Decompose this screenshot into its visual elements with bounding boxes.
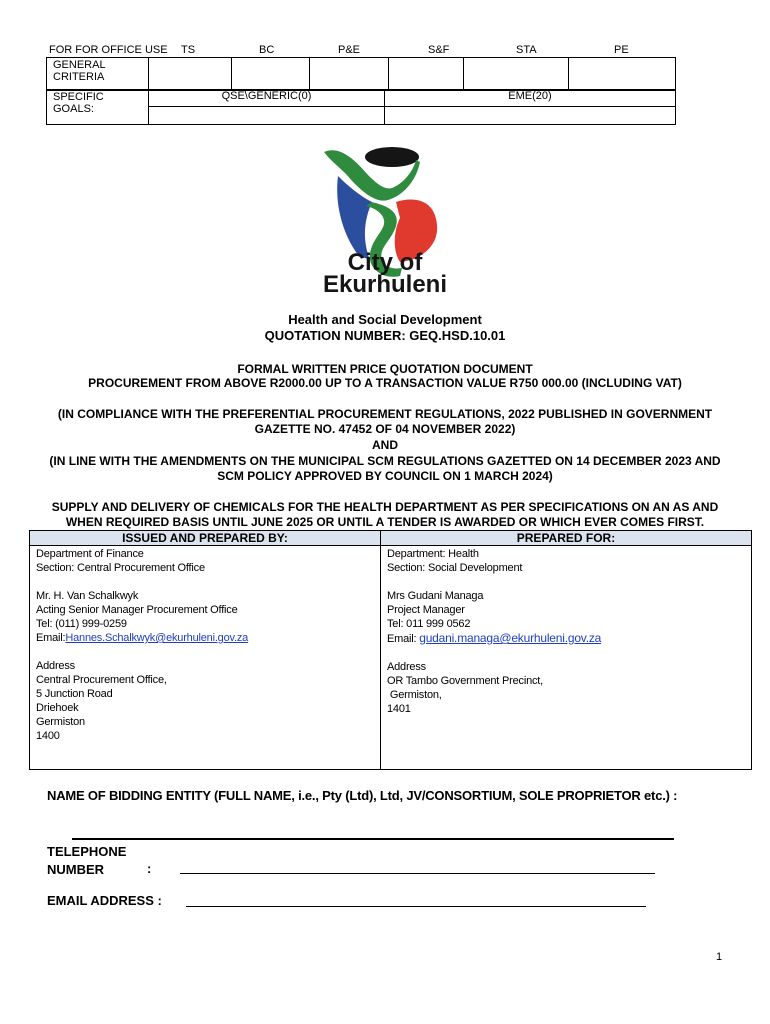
doc-type: FORMAL WRITTEN PRICE QUOTATION DOCUMENT <box>237 362 533 376</box>
issued-addr2: 5 Junction Road <box>36 688 113 700</box>
issued-name: Mr. H. Van Schalkwyk <box>36 590 139 602</box>
cell-pe2[interactable] <box>310 58 389 91</box>
issued-addr5: 1400 <box>36 730 60 742</box>
issued-by-header: ISSUED AND PREPARED BY: <box>30 531 380 546</box>
for-addr2: Germiston, <box>389 689 442 701</box>
cell-pe[interactable] <box>569 58 676 91</box>
col-sf: S&F <box>428 44 450 56</box>
bidding-entity-input[interactable] <box>72 838 674 840</box>
office-use-table <box>46 57 676 91</box>
quotation-number: QUOTATION NUMBER: GEQ.HSD.10.01 <box>264 328 506 343</box>
office-use-label: FOR FOR OFFICE USE <box>49 44 168 56</box>
issued-dept: Department of Finance <box>36 548 144 560</box>
qse-label: QSE\GENERIC(0) <box>149 90 384 107</box>
contacts-table <box>29 530 752 770</box>
for-email-label: Email: <box>387 633 420 645</box>
issued-addr-label: Address <box>36 660 75 672</box>
col-sta: STA <box>516 44 537 56</box>
logo-line1: City of <box>347 249 423 276</box>
for-addr1: OR Tambo Government Precinct, <box>387 675 544 687</box>
supply-line-2: WHEN REQUIRED BASIS UNTIL JUNE 2025 OR UNTIL A TENDER IS AWARDED OR WHICH EVER COMES FIRST. <box>65 515 705 529</box>
issued-title: Acting Senior Manager Procurement Office <box>36 604 238 616</box>
issued-addr1: Central Procurement Office, <box>36 674 167 686</box>
amend-line-2: SCM POLICY APPROVED BY COUNCIL ON 1 MARCH 2024) <box>217 469 553 483</box>
logo-line2: Ekurhuleni <box>322 271 448 298</box>
telephone-label-2: NUMBER <box>47 862 105 877</box>
col-pe-2: P&E <box>338 44 361 56</box>
for-name: Mrs Gudani Managa <box>387 590 484 602</box>
cell-sta[interactable] <box>464 58 569 91</box>
specific-goals-table <box>46 89 676 125</box>
general-criteria-label: GENERAL CRITERIA <box>47 58 149 91</box>
for-title: Project Manager <box>387 604 465 616</box>
email-label: EMAIL ADDRESS : <box>47 893 162 908</box>
issued-section: Section: Central Procurement Office <box>36 562 205 574</box>
issued-tel: Tel: (011) 999-0259 <box>36 618 127 630</box>
telephone-label <box>47 843 126 879</box>
telephone-input[interactable] <box>180 873 655 874</box>
compliance-line-1: (IN COMPLIANCE WITH THE PREFERENTIAL PROCUREMENT REGULATIONS, 2022 PUBLISHED IN GOVERNMENT <box>57 407 713 421</box>
cell-bc[interactable] <box>232 58 310 91</box>
eme-cell[interactable] <box>385 90 676 125</box>
prepared-for-details <box>387 547 747 730</box>
for-addr3: 1401 <box>387 703 411 715</box>
telephone-colon: : <box>147 861 152 876</box>
for-section: Section: Social Development <box>387 562 523 574</box>
specific-goals-label: SPECIFIC GOALS: <box>47 90 149 125</box>
and-line: AND <box>372 438 398 452</box>
issued-by-details <box>36 547 376 757</box>
prepared-for-header: PREPARED FOR: <box>381 531 751 546</box>
procurement-line: PROCUREMENT FROM ABOVE R2000.00 UP TO A TRANSACTION VALUE R750 000.00 (INCLUDING VAT) <box>88 376 682 390</box>
department-heading: Health and Social Development <box>288 312 482 327</box>
col-pe: PE <box>614 44 629 56</box>
telephone-label-1: TELEPHONE <box>47 844 127 859</box>
cell-sf[interactable] <box>389 58 464 91</box>
column-divider <box>380 531 381 769</box>
bidding-entity-label: NAME OF BIDDING ENTITY (FULL NAME, i.e., Pty (Ltd), Ltd, JV/CONSORTIUM, SOLE PROPRIETOR etc.) : <box>47 788 678 803</box>
amend-line-1: (IN LINE WITH THE AMENDMENTS ON THE MUNICIPAL SCM REGULATIONS GAZETTED ON 14 DECEMBER 2023 AND <box>49 454 721 468</box>
for-addr-label: Address <box>387 661 426 673</box>
issued-email-link[interactable]: Hannes.Schalkwyk@ekurhuleni.gov.za <box>65 632 249 644</box>
page-number: 1 <box>716 951 723 963</box>
for-email-link[interactable]: gudani.managa@ekurhuleni.gov.za <box>419 631 602 645</box>
issued-addr4: Germiston <box>36 716 85 728</box>
email-input[interactable] <box>186 906 646 907</box>
logo-text <box>300 249 470 298</box>
cell-ts[interactable] <box>149 58 232 91</box>
col-bc: BC <box>259 44 275 56</box>
issued-addr3: Driehoek <box>36 702 79 714</box>
col-ts: TS <box>181 44 196 56</box>
issued-email-label: Email: <box>36 632 66 644</box>
eme-label: EME(20) <box>385 90 675 107</box>
supply-line-1: SUPPLY AND DELIVERY OF CHEMICALS FOR THE HEALTH DEPARTMENT AS PER SPECIFICATIONS ON AN AS AND <box>51 500 719 514</box>
for-dept: Department: Health <box>387 548 479 560</box>
for-tel: Tel: 011 999 0562 <box>387 618 471 630</box>
qse-cell[interactable] <box>149 90 385 125</box>
compliance-line-2: GAZETTE NO. 47452 OF 04 NOVEMBER 2022) <box>254 422 516 436</box>
